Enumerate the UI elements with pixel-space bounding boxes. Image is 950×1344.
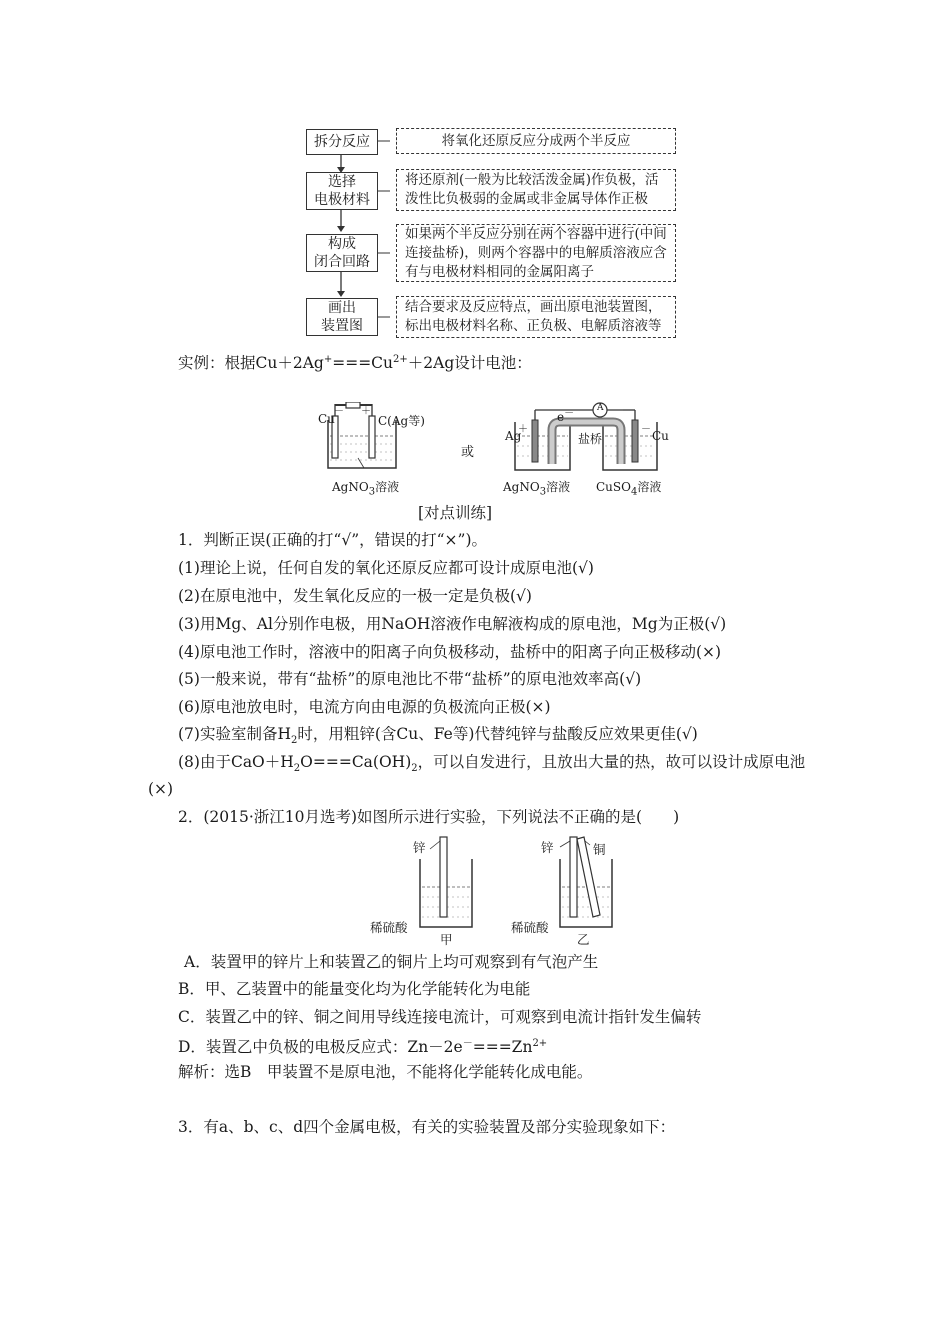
section-title: [对点训练] — [418, 504, 493, 522]
salt-bridge-label: 盐桥 — [578, 432, 603, 446]
q1-stem: 1．判断正误(正确的打“√”，错误的打“×”)。 — [178, 531, 488, 549]
q1-item-6: (6)原电池放电时，电流方向由电源的负极流向正极(×) — [178, 698, 551, 716]
right-solution-label: CuSO$_4$溶液 — [596, 480, 662, 498]
q1-item-8-answer: (×) — [148, 780, 174, 798]
single-c-label: C(Ag等) — [378, 414, 425, 428]
step-choose-desc: 将还原剂(一般为比较活泼金属)作负极，活 泼性比负极弱的金属或非金属导体作正极 — [396, 169, 676, 211]
single-plus-label: ＋ — [361, 406, 371, 417]
q2-acid-label-1: 稀硫酸 — [370, 920, 408, 935]
single-minus-label: － — [334, 406, 344, 417]
step-draw-desc: 结合要求及反应特点，画出原电池装置图， 标出电极材料名称、正负极、电解质溶液等 — [396, 296, 676, 338]
ammeter-icon: A — [597, 403, 604, 413]
left-solution-label: AgNO$_3$溶液 — [503, 480, 571, 498]
q2-jia-label: 甲 — [440, 932, 453, 947]
single-solution-label: AgNO$_3$溶液 — [332, 480, 400, 498]
q2-option-d: D．装置乙中负极的电极反应式：$Zn-2e^-===Zn^{2+}$ — [178, 1038, 548, 1057]
step-split-desc: 将氧化还原反应分成两个半反应 — [396, 128, 676, 154]
q1-item-4: (4)原电池工作时，溶液中的阳离子向负极移动，盐桥中的阳离子向正极移动(×) — [178, 643, 722, 661]
step-draw-device: 画出 装置图 — [306, 298, 378, 336]
q1-item-3: (3)用Mg、Al分别作电极，用NaOH溶液作电解液构成的原电池，Mg为正极(√) — [178, 615, 727, 633]
q2-option-a: A．装置甲的锌片上和装置乙的铜片上均可观察到有气泡产生 — [184, 953, 599, 971]
ag-electrode-label: Ag — [505, 429, 522, 443]
q2-analysis: 解析：选B 甲装置不是原电池，不能将化学能转化成电能。 — [178, 1063, 593, 1081]
q2-stem: 2．(2015·浙江10月选考)如图所示进行实验，下列说法不正确的是( ) — [178, 808, 680, 826]
q2-zn-label-1: 锌 — [413, 840, 426, 855]
q1-item-2: (2)在原电池中，发生氧化反应的一极一定是负极(√) — [178, 587, 532, 605]
q1-item-7: (7)实验室制备$H_2$时，用粗锌(含Cu、Fe等)代替纯锌与盐酸反应效果更佳(√) — [178, 725, 698, 747]
example-line: 实例：根据$Cu+2Ag^+===Cu^{2+}+2Ag$设计电池： — [178, 354, 532, 373]
step-closed-circuit: 构成 闭合回路 — [306, 234, 378, 272]
q1-item-1: (1)理论上说，任何自发的氧化还原反应都可设计成原电池(√) — [178, 559, 594, 577]
or-label: 或 — [461, 445, 475, 460]
q3-stem: 3．有a、b、c、d四个金属电极，有关的实验装置及部分实验现象如下： — [178, 1118, 676, 1136]
q1-item-5: (5)一般来说，带有“盐桥”的原电池比不带“盐桥”的原电池效率高(√) — [178, 670, 642, 688]
q2-cu-label-2: 铜 — [593, 842, 606, 857]
q2-yi-label: 乙 — [577, 932, 590, 947]
q2-zn-label-2: 锌 — [541, 840, 554, 855]
step-closed-desc: 如果两个半反应分别在两个容器中进行(中间 连接盐桥)，则两个容器中的电解质溶液应含 有与电极材料相同的金属阳离子 — [396, 224, 676, 282]
cu-electrode-label: Cu — [652, 429, 669, 443]
electron-label: e－ — [557, 408, 575, 424]
q2-option-c: C．装置乙中的锌、铜之间用导线连接电流计，可观察到电流计指针发生偏转 — [178, 1008, 702, 1026]
single-cu-label: Cu — [318, 412, 335, 426]
step-split-reaction: 拆分反应 — [306, 129, 378, 155]
q1-item-8: (8)由于$CaO+H_2O===Ca(OH)_2$，可以自发进行，且放出大量的热，故可以设计成原电池 — [178, 753, 806, 775]
step-choose-electrode: 选择 电极材料 — [306, 172, 378, 210]
cu-minus-label: － — [641, 424, 651, 435]
q2-option-b: B．甲、乙装置中的能量变化均为化学能转化为电能 — [178, 980, 531, 998]
q2-acid-label-2: 稀硫酸 — [511, 920, 549, 935]
ag-plus-label: ＋ — [518, 424, 528, 435]
